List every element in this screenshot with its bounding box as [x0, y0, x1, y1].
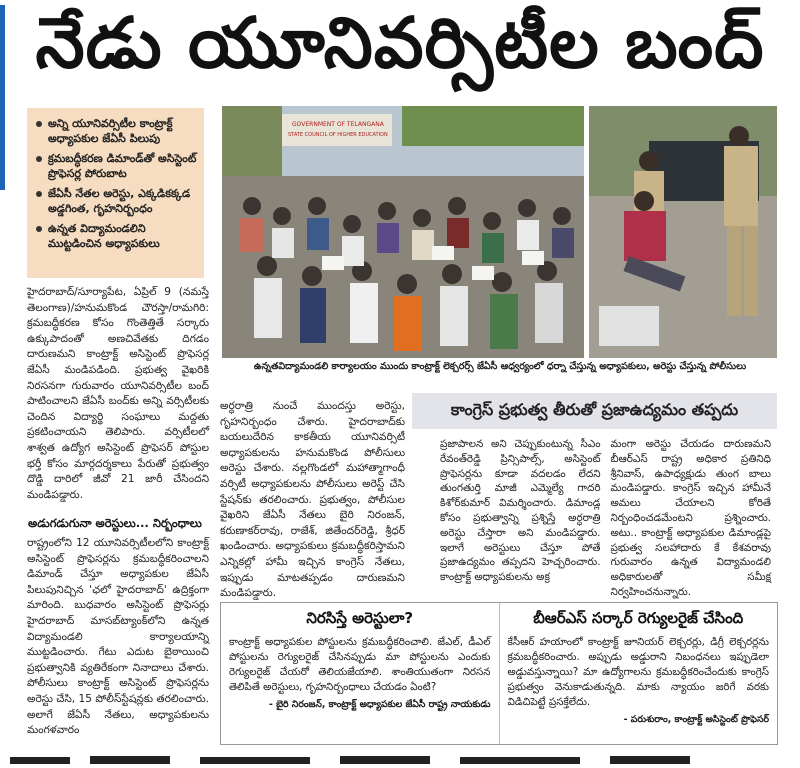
- highlights-list: [35, 116, 198, 251]
- sidebar-box-congress: [412, 393, 777, 598]
- protest-photo: [222, 106, 584, 358]
- arrest-photo-image: [589, 106, 777, 358]
- arrest-photo: [589, 106, 777, 358]
- quote-body: కేసీఆర్ హయాంలో కాంట్రాక్ట్ జూనియర్ లెక్చరర్లు, డిగ్రీ లెక్చరర్లను క్రమబద్ధీకరించారు. అప్పుడు అడ్డురాని నిబంధనలు ఇప్పుడెలా అడ్డువస్తున్నాయి? మా ఉద్యోగాలను క్రమబద్ధీకరించేందుకు కాంగ్రెస్ ప్రభుత్వం వెనుకాడుతున్నది. మాకు న్యాయం జరిగే వరకు విడిచిపెట్టే ప్రసక్తేలేదు.: [507, 636, 769, 708]
- next-headline-glyphs: [0, 754, 800, 764]
- photo-caption: ఉన్నతవిద్యామండలి కార్యాలయం ముందు కాంట్రాక్ట్ లెక్చరర్స్ జేఏసీ ఆధ్వర్యంలో ధర్నా చేస్తున్న అధ్యాపకులు, అరెస్టు చేస్తున్న పోలీసులు: [253, 361, 747, 372]
- article-text: క్రమబద్ధీకరణ కోసం గొంతెత్తితే సర్కారు ఉక్కుపాదంతో అణచివేతకు దిగడం దారుణమని కాంట్రాక్ట్ అసిస్టెంట్ ప్రొఫెసర్ల జేఏసీ మండిపడింది. ప్రభుత్వ వైఖరికి నిరసనగా గురువారం యూనివర్సిటీల బంద్ పాటించాలని జేఏసీ బంద్‌కు అన్ని వర్సిటీలకు చెందిన విద్యార్థి సంఘాలు మద్దతు ప్రకటించాయని తెలిపారు. వర్సిటీలలో శాశ్వత ఉద్యోగ అసిస్టెంట్ ప్రొఫెసర్ పోస్టుల భర్తీ కోసం మార్గదర్శకాలు పేరుతో ప్రభుత్వం దొడ్డి దారిలో జీవో 21 జారీ చేసిందని మండిపడ్డారు.: [27, 317, 209, 501]
- quote-box: [220, 602, 778, 745]
- quote-credit: - బైరి నిరంజన్, కాంట్రాక్ట్ అధ్యాపకుల జేఏసీ రాష్ట్ర నాయకుడు: [268, 699, 491, 710]
- quote-right: [499, 603, 778, 744]
- highlights-box: [27, 108, 204, 278]
- quote-title: బీఆర్‌ఎస్ సర్కార్ రెగ్యులరైజ్ చేసింది: [533, 609, 744, 627]
- article-text: అర్ధరాత్రి నుంచే ముందస్తు అరెస్టు, గృహనిర్బంధం చేశారు. హైదరాబాద్‌కు బయలుదేరిన కాకతీయ యూనివర్సిటీ అధ్యాపకులను హనుమకొండ పోలీసులు అరెస్టు చేశారు. నల్లగొండలో మహాత్మాగాంధీ వర్సిటీ అధ్యాపకులను పోలీసులు అరెస్ట్ చేసి స్టేషన్‌కు తరలించారు. ప్రభుత్వం, పోలీసుల వైఖరిని జేఏసీ నేతలు బైరి నిరంజన్, కరుణాకర్‌రావు, రాజేశ్, జితేందర్‌రెడ్డి, శ్రీధర్ ఖండించారు. అధ్యాపకులు క్రమబద్ధీకరిస్తామని ఎన్నికల్లో హామీ ఇచ్చిన కాంగ్రెస్ నేతలు, ఇప్పుడు మాటతప్పడం దారుణమని మండిపడ్డారు.: [220, 400, 405, 600]
- highlight-item: అన్ని యూనివర్సిటీల కాంట్రాక్ట్ అధ్యాపకుల జేఏసీ పిలుపు: [35, 116, 198, 146]
- highlight-item: ఉన్నత విద్యామండలిని ముట్టడించిన అధ్యాపకులు: [35, 221, 198, 251]
- protest-photo-image: [222, 106, 584, 358]
- photo-sign-text: STATE COUNCIL OF HIGHER EDUCATION: [288, 132, 388, 138]
- quote-credit: - పరుశురాం, కాంట్రాక్ట్ అసిస్టెంట్ ప్రొఫెసర్: [623, 714, 769, 725]
- quote-left: [221, 603, 499, 744]
- highlight-item: క్రమబద్ధీకరణ డిమాండ్‌తో అసిస్టెంట్ ప్రొఫెసర్ల పోరుబాట: [35, 151, 198, 181]
- box-column: ప్రజాపాలన అని చెప్పుకుంటున్న సీఎం రేవంత్‌రెడ్డి ప్రిన్సిపాల్స్, అసిస్టెంట్ ప్రొఫెసర్లను కూడా వదలడం లేదని తుంగతుర్తి మాజీ ఎమ్మెల్యే గాదరి కిశోర్‌కుమార్ విమర్శించారు. డిమాండ్ల కోసం ప్రభుత్వాన్ని ప్రశ్నిస్తే అర్ధరాత్రి అరెస్టు చేస్తారా అని మండిపడ్డారు. ఇలాగే అరెస్టులు చేస్తూ పోతే ప్రజాఉద్యమం తప్పదని హెచ్చరించారు. కాంట్రాక్ట్ అధ్యాపకులను అక్ర: [440, 438, 601, 584]
- article-column-1: [27, 285, 209, 510]
- quote-title: నిరసిస్తే అరెస్టులా?: [306, 609, 414, 627]
- article-column-1b: [27, 536, 209, 748]
- next-headline-fragment: [0, 749, 800, 759]
- article-text: రాష్ట్రంలోని 12 యూనివర్సిటీలలోని కాంట్రాక్ట్ అసిస్టెంట్ ప్రొఫెసర్లను క్రమబద్ధీకరించాలని డిమాండ్ చేస్తూ అధ్యాపకుల జేఏసీ పిలుపునిచ్చిన 'ఛలో హైదరాబాద్' ఉద్రిక్తంగా మారింది. బుధవారం అసిస్టెంట్ ప్రొఫెసర్లు హైదరాబాద్ మాసబ్‌ట్యాంక్‌లోని ఉన్నత విద్యామండలి కార్యాలయాన్ని ముట్టడించారు. గేటు ఎదుట బైఠాయించి ప్రభుత్వానికి వ్యతిరేకంగా నినాదాలు చేశారు. పోలీసులు కాంట్రాక్ట్ అసిస్టెంట్ ప్రొఫెసర్లను అరెస్టు చేసి, 15 పోలీస్‌స్టేషన్లకు తరలించారు. అలాగే జేఏసీ నేతలు, అధ్యాపకులను మంగళవారం: [27, 537, 209, 737]
- highlight-item: జేఏసీ నేతల అరెస్టు, ఎక్కడికక్కడ అడ్డగింత, గృహనిర్బంధం: [35, 186, 198, 216]
- article-column-2: [220, 399, 405, 600]
- section-subhead: అడుగడుగునా అరెస్టులు... నిర్బంధాలు: [28, 516, 202, 530]
- dateline: హైదరాబాద్/సూర్యాపేట, ఏప్రిల్ 9 (నమస్తే తెలంగాణ)/హనుమకొండ చౌరస్తా/రామగిరి:: [27, 286, 209, 314]
- photo-sign-text: GOVERNMENT OF TELANGANA: [292, 121, 384, 128]
- box-column: మంగా అరెస్టు చేయడం దారుణమని బీఆర్‌ఎస్ రాష్ట్ర అధికార ప్రతినిధి శ్రీనివాస్, ఉపాధ్యక్షుడు తుంగ బాలు మండిపడ్డారు. కాంగ్రెస్ ఇచ్చిన హామీనే అమలు చేయాలని కోరితే నిర్బంధించడమేంటని ప్రశ్నించారు. అటు.. కాంట్రాక్ట్ అధ్యాపకుల డిమాండ్లపై ప్రభుత్వ సలహాదారు కే కేశవరావు గురువారం ఉన్నత విద్యామండలి అధికారులతో సమీక్ష నిర్వహించనున్నారు.: [610, 438, 771, 598]
- box-title: కాంగ్రెస్ ప్రభుత్వ తీరుతో ప్రజాఉద్యమం తప్పదు: [412, 393, 777, 429]
- page-headline: నేడు యూనివర్సిటీల బంద్: [35, 1, 765, 84]
- quote-body: కాంట్రాక్ట్ అధ్యాపకుల పోస్టులను క్రమబద్ధీకరించాలి. జేఎల్, డీఎల్ పోస్టులను రెగ్యులరైజ్ చేసినప్పుడు మా పోస్టులను ఎందుకు రెగ్యులరైజ్ చేయరో తెలియజేయాలి. శాంతియుతంగా నిరసన తెలిపితే అరెస్టులు, గృహనిర్బంధాలు చేయడం ఏంటి?: [229, 636, 491, 693]
